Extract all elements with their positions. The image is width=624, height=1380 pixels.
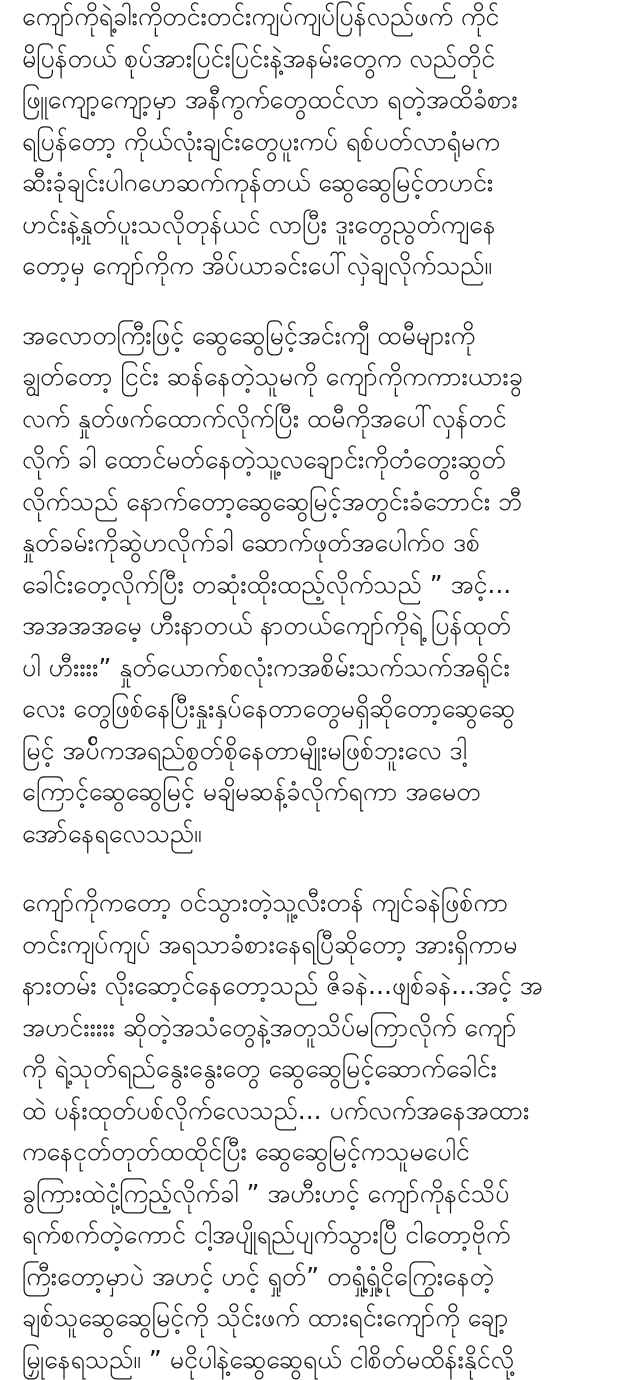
text-line: ရက်စက်တဲ့ကောင် ငါ့အပျိုရည်ပျက်သွားပြီ ငါတော့ဗိုက် [22,1214,602,1256]
text-line: နှုတ်ခမ်းကိုဆွဲဟလိုက်ခါ ဆောက်ဖုတ်အပေါက်ဝ ဒစ် [22,522,602,564]
text-line: မိပြန်တယ် စုပ်အားပြင်းပြင်းနဲ့အနမ်းတွေက လည်တိုင် [22,38,602,80]
text-line: ခေါင်းတေ့လိုက်ပြီး တဆုံးထိုးထည့်လိုက်သည် ” အင့်... [22,564,602,606]
paragraph-2 [22,315,602,855]
text-line: အော်နေရလေသည်။ [22,813,602,855]
text-line: ကျော်ကိုရဲ့ခါးကိုတင်းတင်းကျပ်ကျပ်ပြန်လည်ဖက် ကိုင် [22,0,602,38]
text-line: အဟင်းးးးး ဆိုတဲ့အသံတွေနဲ့အတူသိပ်မကြာလိုက် ကျော် [22,1007,602,1049]
text-line: ကျော်ကိုကတော့ ဝင်သွားတဲ့သူ့လီးတန် ကျင်ခနဲဖြစ်ကာ [22,882,602,924]
text-line: ကြောင့်ဆွေဆွေမြင့် မချိမဆန့်ခံလိုက်ရကာ အမေတ [22,771,602,813]
text-line: အအအအမေ့ ဟီးနာတယ် နာတယ်ကျော်ကိုရဲ့ ပြန်ထုတ် [22,605,602,647]
text-line: တင်းကျပ်ကျပ် အရသာခံစားနေရပြီဆိုတော့ အားရှိကာမ [22,924,602,966]
text-line: ခွကြားထဲငုံ့ကြည့်လိုက်ခါ ” အဟီးဟင့် ကျော်ကိုနင်သိပ် [22,1173,602,1215]
text-line: ကို ရဲ့သုတ်ရည်နွေးနွေးတွေ ဆွေဆွေမြင့်ဆောက်ခေါင်း [22,1048,602,1090]
text-line: လိုက်သည် နောက်တော့ဆွေဆွေမြင့်အတွင်းခံဘောင်း ဘီ [22,481,602,523]
text-line: ကြီးတော့မှာပဲ အဟင့် ဟင့် ရှုတ်” တရှုံ့ရှုံ့ငိုကြွေးနေတဲ့ [22,1256,602,1298]
text-line: တော့မှ ကျော်ကိုက အိပ်ယာခင်းပေါ်လှဲချလိုက်သည်။ [22,245,602,287]
text-line: ဟင်းနဲ့နှုတ်ပူးသလိုတုန်ယင် လာပြီး ဒူးတွေညွတ်ကျနေ [22,204,602,246]
text-line: လိုက် ခါ ထောင်မတ်နေတဲ့သူ့လချောင်းကိုတံတွေးဆွတ် [22,439,602,481]
text-line: ထဲ ပန်းထုတ်ပစ်လိုက်လေသည်... ပက်လက်အနေအထား [22,1090,602,1132]
text-line: လက် နှုတ်ဖက်ထောက်လိုက်ပြီး ထမီကိုအပေါ်လှန်တင် [22,398,602,440]
text-line: ဆီးခုံချင်းပါဂဟေဆက်ကုန်တယ် ဆွေဆွေမြင့်တဟင်း [22,162,602,204]
text-line: ဖြူကျော့ကျော့မှာ အနီကွက်တွေထင်လာ ရတဲ့အထိခံစား [22,79,602,121]
text-line: မြှုနေရသည်။ ” မငိုပါနဲ့ဆွေဆွေရယ် ငါစိတ်မထိန်းနိုင်လို့ [22,1339,602,1380]
text-line: နားတမ်း လိုးဆော့င်နေတော့သည် ဇိခနဲ...ဖျစ်ခနဲ...အင့် အ [22,965,602,1007]
text-line: မြင့် အပ်ိကအရည်စွတ်စိုနေတာမျိုးမဖြစ်ဘူးလေ ဒါ့ [22,730,602,772]
text-line: ရပြန်တော့ ကိုယ်လုံးချင်းတွေပူးကပ် ရစ်ပတ်လာရုံမက [22,121,602,163]
paragraph-3 [22,882,602,1380]
text-line: ပါ ဟီးးးး” နှုတ်ယောက်စလုံးကအစိမ်းသက်သက်အရိုင်း [22,647,602,689]
story-text [22,0,602,1380]
text-line: ချစ်သူဆွေဆွေမြင့်ကို သိုင်းဖက် ထားရင်းကျော်ကို ချော့ [22,1297,602,1339]
text-line: လေး တွေဖြစ်နေပြီးနှုးနှပ်နေတာတွေမရှိဆိုတော့ဆွေဆွေ [22,688,602,730]
text-line: အလောတကြီးဖြင့် ဆွေဆွေမြင့်အင်းကျီ ထမီများကို [22,315,602,357]
text-line: ကနေငုတ်တုတ်ထထိုင်ပြီး ဆွေဆွေမြင့်ကသူမပေါင် [22,1131,602,1173]
paragraph-1 [22,0,602,287]
text-line: ချွတ်တော့ ငြင်း ဆန်နေတဲ့သူမကို ကျော်ကိုကကားယားခွ [22,356,602,398]
